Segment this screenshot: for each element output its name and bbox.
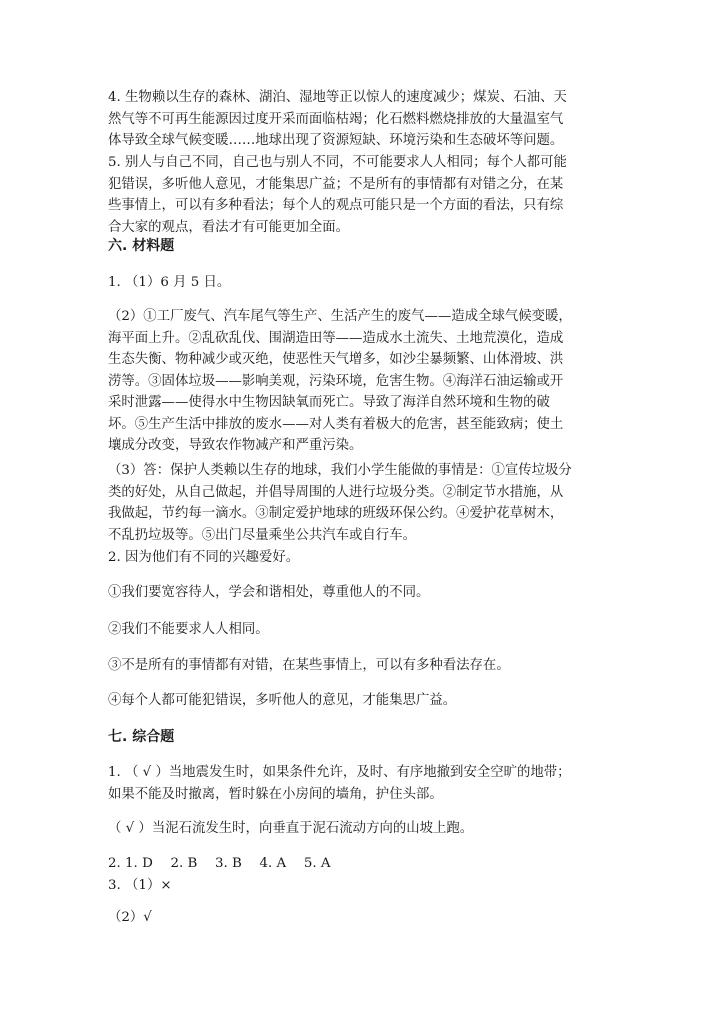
text-line: 犯错误，多听他人意见，才能集思广益；不是所有的事情都有对错之分，在某 xyxy=(108,176,564,192)
text-line: 不乱扔垃圾等。⑤出门尽量乘坐公共汽车或自行车。 xyxy=(108,527,416,543)
text-line: 采时泄露——使得水中生物因缺氧而死亡。导致了海洋自然环境和生物的破 xyxy=(108,395,550,410)
text-line: 4. 生物赖以生存的森林、湖泊、湿地等正以惊人的速度减少；煤炭、石油、天 xyxy=(108,90,567,105)
text-line: 合大家的观点，看法才有可能更加全面。 xyxy=(108,219,350,235)
text-line: 类的好处，从自己做起，并倡导周围的人进行垃圾分类。②制定节水措施，从 xyxy=(108,484,564,500)
section-6-heading: 六. 材料题 xyxy=(108,238,175,254)
text-line: 体导致全球气候变暖……地球出现了资源短缺、环境污染和生态破坏等问题。 xyxy=(108,133,564,148)
text-line: 些事情上，可以有多种看法；每个人的观点可能只是一个方面的看法，只有综 xyxy=(108,198,564,213)
section-7-q3-part1: 3. （1）× xyxy=(108,878,172,893)
answer-item-5 xyxy=(108,152,608,238)
text-line: 壤成分改变，导致农作物减产和严重污染。 xyxy=(108,438,363,453)
text-line: 5. 别人与自己不同，自己也与别人不同，不可能要求人人相同；每个人都可能 xyxy=(108,155,567,170)
text-line: 如果不能及时撤离，暂时躲在小房间的墙角，护住头部。 xyxy=(108,786,443,802)
section-7-q1 xyxy=(108,762,608,805)
section-6-q2-point-4: ④每个人都可能犯错误，多听他人的意见，才能集思广益。 xyxy=(108,693,457,708)
section-7-heading: 七. 综合题 xyxy=(108,729,175,745)
text-line: 坏。⑤生产生活中排放的废水——对人类有着极大的危害，甚至能致病；使土 xyxy=(108,416,564,432)
section-6-q2: 2. 因为他们有不同的兴趣爱好。 xyxy=(108,550,300,565)
section-6-q1-part2 xyxy=(108,306,608,457)
text-line: （3）答：保护人类赖以生存的地球，我们小学生能做的事情是：①宣传垃圾分 xyxy=(108,463,572,478)
text-line: （2）①工厂废气、汽车尾气等生产、生活产生的废气——造成全球气候变暖， xyxy=(108,309,572,324)
text-line: 海平面上升。②乱砍乱伐、围湖造田等——造成水土流失、土地荒漠化，造成 xyxy=(108,330,564,346)
text-line: 涝等。③固体垃圾——影响美观，污染环境，危害生物。④海洋石油运输或开 xyxy=(108,373,564,389)
section-7-q3-part2: （2）√ xyxy=(108,910,152,925)
text-line: 我做起，节约每一滴水。③制定爱护地球的班级环保公约。④爱护花草树木， xyxy=(108,506,564,521)
section-7-q1-second: （ √ ）当泥石流发生时，向垂直于泥石流动方向的山坡上跑。 xyxy=(108,821,474,836)
section-6-q1-part3 xyxy=(108,460,608,546)
section-7-q2-answers: 2. 1. D 2. B 3. B 4. A 5. A xyxy=(108,856,331,871)
text-line: 生态失衡、物种减少或灭绝，使恶性天气增多，如沙尘暴频繁、山体滑坡、洪 xyxy=(108,352,564,367)
section-6-q2-point-3: ③不是所有的事情都有对错，在某些事情上，可以有多种看法存在。 xyxy=(108,658,510,673)
section-6-q1-part1: 1. （1）6 月 5 日。 xyxy=(108,275,231,290)
text-line: 然气等不可再生能源因过度开采而面临枯竭；化石燃料燃烧排放的大量温室气 xyxy=(108,111,564,127)
section-6-q2-point-1: ①我们要宽容待人，学会和谐相处，尊重他人的不同。 xyxy=(108,585,430,600)
text-line: 1. （ √ ）当地震发生时，如果条件允许，及时、有序地撤到安全空旷的地带； xyxy=(108,765,571,780)
answer-item-4 xyxy=(108,87,608,152)
section-6-q2-point-2: ②我们不能要求人人相同。 xyxy=(108,622,269,637)
